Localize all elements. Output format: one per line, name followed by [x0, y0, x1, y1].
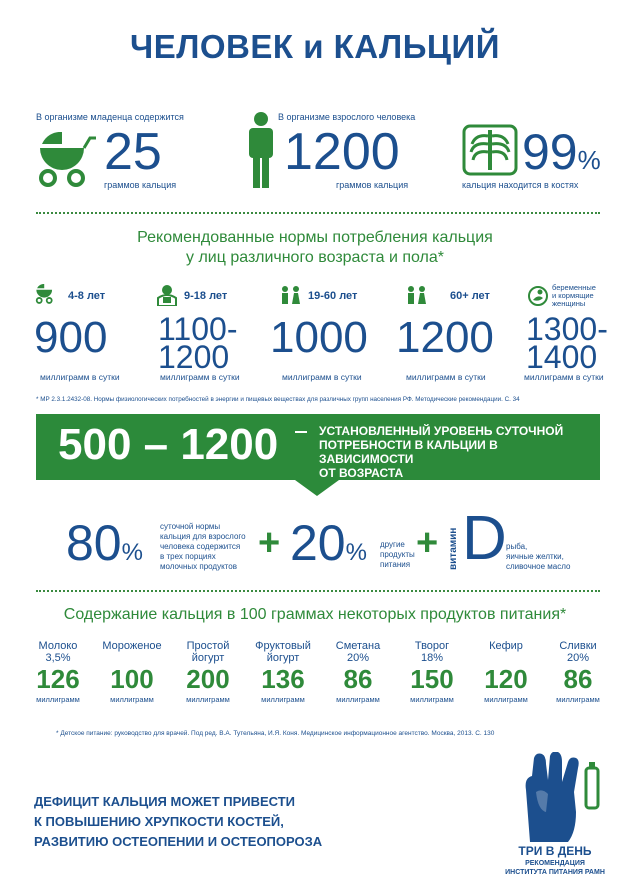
- dairy-text-line5: молочных продуктов: [160, 562, 237, 571]
- norm-age-line1: беременные: [552, 283, 596, 292]
- norm-age-line3: женщины: [552, 299, 586, 308]
- norm-age: 19-60 лет: [308, 290, 358, 302]
- bones-value: [522, 126, 601, 186]
- other-value: 20: [290, 515, 346, 571]
- norm-value: 1000: [270, 313, 368, 362]
- other-text-line3: питания: [380, 560, 411, 569]
- foods-footnote: * Детское питание: руководство для врачей. Под ред. В.А. Тутельяна, И.Я. Коня. Медицинское информационное агентство. Москва, 2013. С. 130: [56, 730, 495, 737]
- dairy-text-line1: суточной нормы: [160, 522, 221, 531]
- banner-text-line3: ОТ ВОЗРАСТА: [319, 466, 404, 480]
- conclusion-line2: К ПОВЫШЕНИЮ ХРУПКОСТИ КОСТЕЙ,: [34, 814, 284, 829]
- food-item: [548, 640, 608, 704]
- norm-unit: миллиграмм в сутки: [160, 372, 240, 382]
- norm-value-line1: 1300-: [526, 311, 608, 347]
- other-text-line1: другие: [380, 540, 405, 549]
- other-percent: [290, 515, 367, 578]
- dairy-text: [160, 522, 260, 572]
- food-item: [328, 640, 388, 704]
- food-name-extra: 20%: [566, 652, 590, 664]
- food-name: Простой: [186, 640, 230, 652]
- banner-text-line1: УСТАНОВЛЕННЫЙ УРОВЕНЬ СУТОЧНОЙ: [319, 424, 564, 438]
- food-name: Мороженое: [102, 640, 162, 652]
- infant-caption: В организме младенца содержится: [36, 112, 184, 122]
- food-value: 150: [410, 664, 454, 694]
- three-fingers-logo-icon: [508, 752, 608, 844]
- logo: [500, 752, 610, 884]
- norm-age: [552, 284, 596, 308]
- mother-baby-icon: [528, 286, 548, 306]
- norm-value-line2: 1400: [526, 339, 598, 375]
- adult-unit: граммов кальция: [336, 180, 409, 190]
- infant-value: 25: [104, 123, 162, 181]
- vitamin-text-line3: сливочное масло: [506, 562, 571, 571]
- banner-dash: [295, 431, 307, 433]
- food-value: 86: [563, 664, 593, 694]
- food-item: [248, 640, 318, 704]
- food-unit: миллиграмм: [336, 695, 380, 704]
- infant-unit: граммов кальция: [104, 180, 177, 190]
- food-value: 120: [484, 664, 528, 694]
- adult-caption: В организме взрослого человека: [278, 112, 416, 122]
- food-name-extra: [98, 652, 166, 664]
- norms-heading: [0, 228, 630, 268]
- divider: [36, 590, 600, 592]
- couple-icon: [280, 286, 302, 304]
- logo-sub1: РЕКОМЕНДАЦИЯ: [525, 860, 585, 867]
- food-unit: миллиграмм: [36, 695, 80, 704]
- norms-footnote: * МР 2.3.1.2432-08. Нормы физиологических потребностей в энергии и пищевых веществах для различных групп населения РФ. Методические рекомендации. С. 34: [36, 396, 520, 403]
- food-name-extra: 3,5%: [45, 652, 71, 664]
- food-name: Сливки: [559, 640, 597, 652]
- dairy-text-line4: в трех порциях: [160, 552, 216, 561]
- food-name: Кефир: [489, 640, 523, 652]
- norm-unit: миллиграмм в сутки: [40, 372, 120, 382]
- divider: [36, 212, 600, 214]
- norm-group: [34, 284, 144, 384]
- food-name-extra: [476, 652, 536, 664]
- adult-value: 1200: [284, 123, 400, 181]
- food-unit: миллиграмм: [556, 695, 600, 704]
- vitamin-label: витамин: [448, 527, 459, 570]
- food-name: Сметана: [335, 640, 381, 652]
- food-item: [476, 640, 536, 704]
- norm-group: [396, 284, 506, 384]
- logo-sub2: ИНСТИТУТА ПИТАНИЯ РАМН: [505, 869, 605, 876]
- bones-stat: [462, 112, 612, 192]
- bones-unit: кальция находится в костях: [462, 180, 579, 190]
- student-icon: [156, 284, 178, 306]
- food-item: [98, 640, 166, 704]
- pram-icon: [36, 132, 98, 188]
- food-unit: миллиграмм: [110, 695, 154, 704]
- dairy-sign: %: [121, 539, 143, 566]
- dairy-text-line3: человека содержится: [160, 542, 241, 551]
- dairy-percent: [66, 515, 143, 578]
- food-value: 200: [186, 664, 230, 694]
- couple-icon: [406, 286, 428, 304]
- vitamin-text-line2: яичные желтки,: [506, 552, 564, 561]
- norm-unit: миллиграмм в сутки: [406, 372, 486, 382]
- norm-group: [154, 284, 264, 384]
- conclusion-line3: РАЗВИТИЮ ОСТЕОПЕНИИ И ОСТЕОПОРОЗА: [34, 834, 323, 849]
- banner-range: 500 – 1200: [58, 420, 279, 469]
- norm-group: [270, 284, 380, 384]
- food-value: 136: [261, 664, 305, 694]
- norm-unit: миллиграмм в сутки: [282, 372, 362, 382]
- norm-age: 4-8 лет: [68, 290, 106, 302]
- food-name-extra: йогурт: [266, 652, 300, 664]
- food-name-extra: 18%: [420, 652, 444, 664]
- norm-group: [524, 284, 614, 384]
- norm-value: 1200: [396, 313, 494, 362]
- foods-heading: Содержание кальция в 100 граммах некоторых продуктов питания*: [63, 606, 567, 623]
- person-icon: [246, 112, 276, 188]
- norm-age-line2: и кормящие: [552, 291, 594, 300]
- dairy-text-line2: кальция для взрослого: [160, 532, 246, 541]
- food-unit: миллиграмм: [410, 695, 454, 704]
- bones-number: 99: [522, 124, 578, 180]
- food-item: [178, 640, 238, 704]
- pram-icon: [34, 284, 58, 304]
- food-unit: миллиграмм: [261, 695, 305, 704]
- norm-unit: миллиграмм в сутки: [524, 372, 604, 382]
- infant-stat: [36, 112, 216, 192]
- food-name-extra: йогурт: [191, 652, 225, 664]
- page-title: ЧЕЛОВЕК и КАЛЬЦИЙ: [130, 28, 500, 65]
- ribcage-icon: [462, 124, 518, 176]
- adult-stat: [244, 112, 424, 192]
- plus-icon: +: [258, 522, 281, 564]
- food-value: 86: [343, 664, 373, 694]
- norm-value-line1: 1100-: [158, 311, 238, 347]
- norm-value-line2: 1200: [158, 339, 230, 375]
- dairy-value: 80: [66, 515, 122, 571]
- foods-row: [30, 640, 610, 724]
- norms-heading-line2: у лиц различного возраста и пола*: [186, 249, 444, 266]
- food-item: [402, 640, 462, 704]
- vitamin-letter: D: [462, 504, 507, 573]
- conclusion: [34, 792, 454, 852]
- vitamin-text: [506, 542, 606, 572]
- banner-text-line2: ПОТРЕБНОСТИ В КАЛЬЦИИ В ЗАВИСИМОСТИ: [319, 438, 498, 466]
- norm-age: 9-18 лет: [184, 290, 228, 302]
- food-value: 126: [36, 664, 80, 694]
- banner-arrow: [295, 480, 339, 496]
- food-value: 100: [110, 664, 154, 694]
- conclusion-line1: ДЕФИЦИТ КАЛЬЦИЯ МОЖЕТ ПРИВЕСТИ: [34, 794, 296, 809]
- other-text-line2: продукты: [380, 550, 415, 559]
- norm-value: 900: [34, 313, 108, 362]
- norms-heading-line1: Рекомендованные нормы потребления кальция: [137, 229, 493, 246]
- banner-text: [319, 424, 579, 480]
- bones-sign: %: [577, 145, 601, 175]
- food-name-extra: 20%: [346, 652, 370, 664]
- food-unit: миллиграмм: [484, 695, 528, 704]
- food-name: Фруктовый: [255, 640, 311, 652]
- norm-age: 60+ лет: [450, 290, 490, 302]
- food-name: Молоко: [38, 640, 78, 652]
- plus-icon: +: [416, 522, 439, 564]
- logo-name: ТРИ В ДЕНЬ: [518, 844, 592, 858]
- vitamin-text-line1: рыба,: [506, 542, 528, 551]
- food-name: Творог: [414, 640, 450, 652]
- food-unit: миллиграмм: [186, 695, 230, 704]
- food-item: [30, 640, 86, 704]
- other-sign: %: [345, 539, 367, 566]
